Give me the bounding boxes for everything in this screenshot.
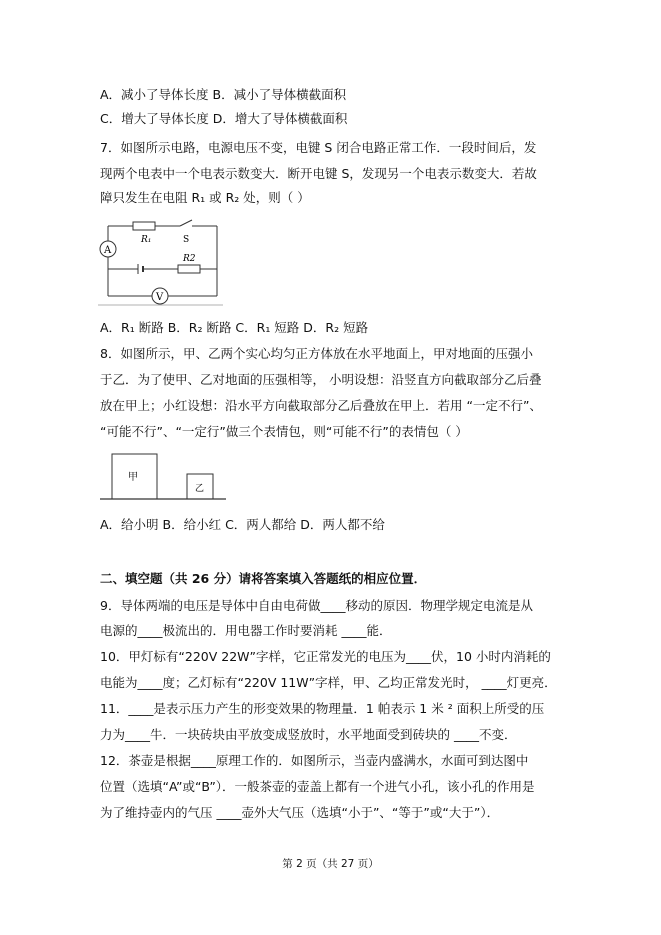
resistor-r1: [133, 222, 155, 230]
q7-text-line2: 现两个电表中一个电表示数变大．断开电键 S，发现另一个电表示数变大．若故: [100, 166, 537, 181]
label-r2: R2: [183, 254, 196, 264]
label-yi: 乙: [195, 484, 205, 494]
q8-text-line1: 8．如图所示，甲、乙两个实心均匀正方体放在水平地面上，甲对地面的压强小: [100, 346, 533, 361]
q7-text-line1: 7．如图所示电路，电源电压不变，电键 S 闭合电路正常工作．一段时间后，发: [100, 140, 537, 155]
q6-options-cd: C．增大了导体长度 D．增大了导体横截面积: [100, 111, 348, 126]
circuit-diagram: [98, 214, 223, 306]
q12-line3: 为了维持壶内的气压 ____壶外大气压（选填“小于”、“等于”或“大于”）．: [100, 805, 500, 820]
q7-options: A．R₁ 断路 B．R₂ 断路 C．R₁ 短路 D．R₂ 短路: [100, 320, 369, 335]
label-ammeter: A: [104, 245, 112, 256]
label-jia: 甲: [128, 472, 138, 483]
q9-line1: 9．导体两端的电压是导体中自由电荷做____移动的原因．物理学规定电流是从: [100, 598, 533, 613]
q8-options: A．给小明 B．给小红 C．两人都给 D．两人都不给: [100, 517, 385, 532]
q6-options-ab: A．减小了导体长度 B．减小了导体横截面积: [100, 87, 347, 102]
page-footer: 第 2 页（共 27 页）: [282, 858, 379, 870]
q7-text-line3: 障只发生在电阻 R₁ 或 R₂ 处，则（ ）: [100, 190, 310, 205]
q12-line2: 位置（选填“A”或“B”）．一般茶壶的壶盖上都有一个进气小孔，该小孔的作用是: [100, 779, 535, 794]
q8-text-line3: 放在甲上；小红设想：沿水平方向截取部分乙后叠放在甲上．若用 “一定不行”、: [100, 398, 542, 413]
label-voltmeter: V: [156, 292, 164, 303]
q9-line2: 电源的____极流出的．用电器工作时要消耗 ____能．: [100, 623, 392, 638]
section-heading: 二、填空题（共 26 分）请将答案填入答题纸的相应位置．: [100, 571, 427, 586]
switch-s: [180, 220, 192, 226]
label-s: S: [183, 235, 190, 245]
q11-line2: 力为____牛．一块砖块由平放变成竖放时，水平地面受到砖块的 ____不变．: [100, 727, 517, 742]
q10-line1: 10．甲灯标有“220V 22W”字样，它正常发光的电压为____伏，10 小时内消耗的: [100, 649, 551, 664]
blocks-diagram: [100, 452, 226, 506]
resistor-r2: [178, 265, 200, 273]
label-r1: R₁: [141, 235, 152, 245]
q8-text-line4: “可能不行”、“一定行”做三个表情包，则“可能不行”的表情包（ ）: [100, 424, 468, 439]
q10-line2: 电能为____度；乙灯标有“220V 11W”字样，甲、乙均正常发光时， ____灯更亮．: [100, 675, 557, 690]
q11-line1: 11．____是表示压力产生的形变效果的物理量．1 帕表示 1 米 ² 面积上所受的压: [100, 701, 545, 716]
q8-text-line2: 于乙．为了使甲、乙对地面的压强相等， 小明设想：沿竖直方向截取部分乙后叠: [100, 372, 542, 387]
q12-line1: 12．茶壶是根据____原理工作的．如图所示，当壶内盛满水，水面可到达图中: [100, 753, 529, 768]
